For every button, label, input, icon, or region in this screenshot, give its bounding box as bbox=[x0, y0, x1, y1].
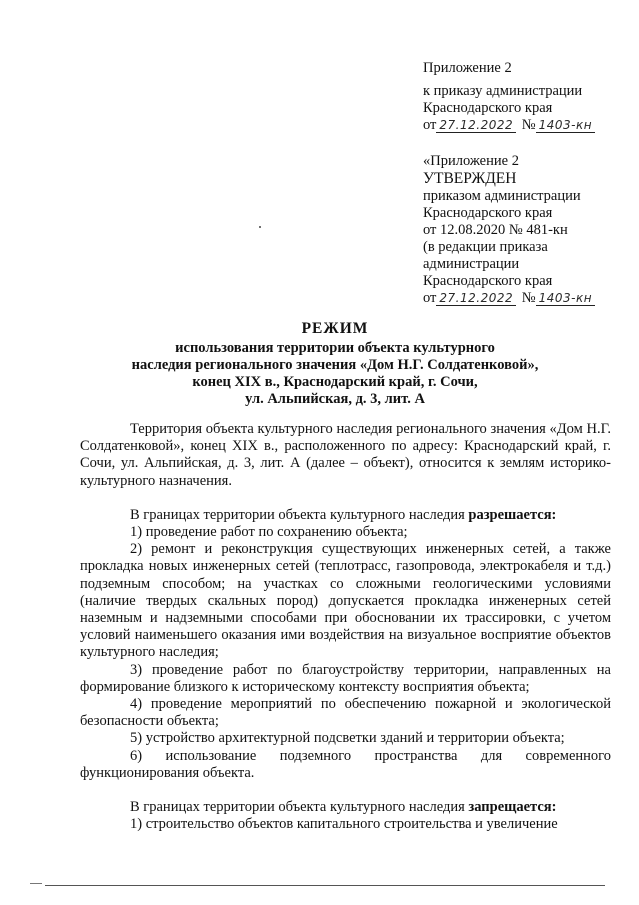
approved-line-1: «Приложение 2 bbox=[423, 153, 519, 169]
allowed-item-5: 5) устройство архитектурной подсветки зданий и территории объекта; bbox=[130, 730, 565, 747]
allowed-item-2: 2) ремонт и реконструкция существующих инженерных сетей, а также прокладка новых инженерных сетей (теплотрасс, газопровода, электрокабеля и т.д.) подземным способом; на участках со сложными геологическими условиями (наличие твердых скальных пород) допускается прокладка инженерных сетей наземным и надземными способами при обосновании их трассировки, с учетом условий наименьшего оказания ими воздействия на визуальное восприятие объектов культурного наследия; bbox=[80, 541, 611, 661]
annex-line-3: Краснодарского края bbox=[423, 100, 553, 116]
allowed-item-4: 4) проведение мероприятий по обеспечению пожарной и экологической безопасности объекта; bbox=[80, 696, 611, 730]
approved-date-line bbox=[423, 290, 595, 307]
approved-date-prefix: от bbox=[423, 290, 437, 306]
annex-header-sub bbox=[423, 83, 595, 134]
allowed-lead-bold: разрешается: bbox=[468, 506, 557, 523]
approved-line-8: Краснодарского края bbox=[423, 273, 553, 289]
forbidden-lead-text: В границах территории объекта культурного наследия bbox=[130, 799, 469, 816]
allowed-item-6: 6) использование подземного пространства для современного функционирования объекта. bbox=[80, 747, 611, 781]
title-line-2: наследия регионального значения «Дом Н.Г. Солдатенковой», bbox=[131, 357, 539, 373]
document-title bbox=[80, 320, 590, 408]
intro-paragraph: Территория объекта культурного наследия регионального значения «Дом Н.Г. Солдатенковой», конец XIX в., расположенного по адресу: Краснодарский край, г. Сочи, ул. Альпийская, д. 3, лит. А (далее – объект), относится к землям историко-культурного назначения. bbox=[80, 421, 611, 489]
forbidden-item-1: 1) строительство объектов капитального строительства и увеличение bbox=[130, 816, 558, 833]
annex-date-line bbox=[423, 117, 595, 134]
approved-details bbox=[423, 188, 595, 307]
allowed-item-1: 1) проведение работ по сохранению объекта; bbox=[130, 524, 408, 541]
forbidden-lead-bold: запрещается: bbox=[468, 799, 557, 816]
scan-edge-mark bbox=[30, 883, 42, 884]
allowed-lead-text: В границах территории объекта культурного наследия bbox=[130, 506, 469, 523]
allowed-lead bbox=[80, 507, 611, 524]
annex-handwritten-date: 27.12.2022 bbox=[436, 118, 516, 133]
scan-speck bbox=[259, 226, 261, 228]
annex-header bbox=[423, 60, 512, 77]
approved-header bbox=[423, 153, 519, 187]
annex-handwritten-number: 1403-кн bbox=[536, 118, 595, 133]
forbidden-lead bbox=[80, 799, 611, 816]
document-body bbox=[80, 421, 611, 833]
approved-handwritten-number: 1403-кн bbox=[536, 291, 595, 306]
annex-number-label: № bbox=[521, 117, 536, 133]
title-line-4: ул. Альпийская, д. 3, лит. А bbox=[245, 391, 425, 407]
annex-line-2: к приказу администрации bbox=[423, 83, 583, 99]
scan-bottom-rule bbox=[45, 885, 605, 886]
annex-date-prefix: от bbox=[423, 117, 437, 133]
annex-line-1: Приложение 2 bbox=[423, 60, 512, 76]
approved-line-2: УТВЕРЖДЕН bbox=[423, 170, 517, 187]
title-line-3: конец XIX в., Краснодарский край, г. Сочи, bbox=[192, 374, 478, 390]
approved-line-5: от 12.08.2020 № 481-кн bbox=[423, 222, 568, 238]
title-line-1: использования территории объекта культурного bbox=[175, 340, 495, 356]
allowed-item-3: 3) проведение работ по благоустройству территории, направленных на формирование близкого к историческому контексту восприятия объекта; bbox=[80, 661, 611, 695]
approved-line-3: приказом администрации bbox=[423, 188, 581, 204]
approved-line-7: администрации bbox=[423, 256, 520, 272]
approved-line-4: Краснодарского края bbox=[423, 205, 553, 221]
approved-handwritten-date: 27.12.2022 bbox=[436, 291, 516, 306]
approved-number-label: № bbox=[521, 290, 536, 306]
approved-line-6: (в редакции приказа bbox=[423, 239, 548, 255]
title-main: РЕЖИМ bbox=[301, 320, 369, 337]
